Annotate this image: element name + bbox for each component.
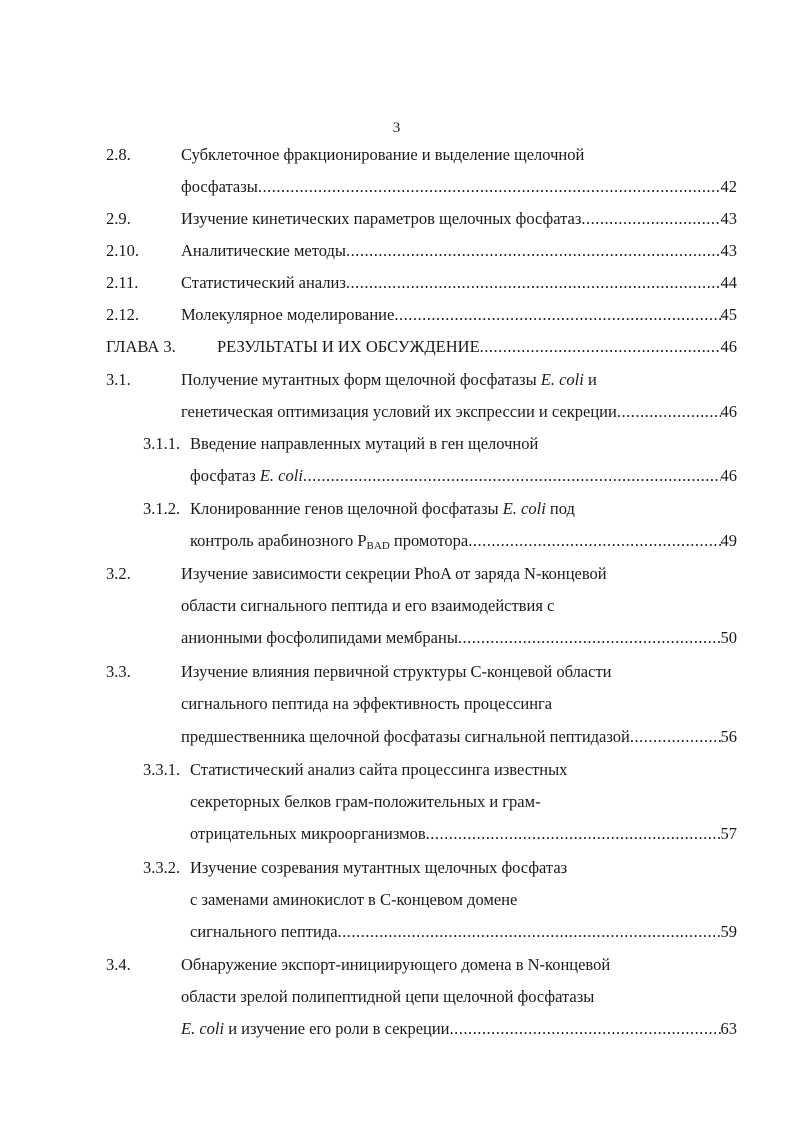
entry-number: 3.1.2. [143,499,181,518]
toc-entry-2-8-cont [0,175,793,199]
entry-number: 3.2. [106,564,131,583]
toc-entry-3-3-2 [0,856,793,880]
entry-number: 2.11. [106,273,139,292]
entry-title: Статистический анализ [181,273,346,292]
leader-dots [617,400,721,424]
entry-page: 46 [720,466,737,485]
toc-entry-3-2 [0,562,793,586]
entry-title: области сигнального пептида и его взаимодействия с [181,596,555,615]
leader-dots [426,822,721,846]
entry-number: 3.3. [106,662,131,681]
entry-title: предшественника щелочной фосфатазы сигнальной пептидазой [181,727,630,746]
entry-number: 3.3.1. [143,760,181,779]
leader-dots [394,303,720,327]
entry-page: 46 [720,402,737,421]
entry-number: 3.3.2. [143,858,181,877]
page-number: 3 [392,120,401,136]
entry-title: отрицательных микроорганизмов [190,824,426,843]
leader-dots [338,920,721,944]
leader-dots [468,529,720,553]
toc-entry-3-4 [0,953,793,977]
entry-title: Получение мутантных форм щелочной фосфатазы E. coli и [181,370,597,389]
toc-entry-3-3-2-cont [0,888,793,912]
toc-chapter-3 [0,335,793,359]
leader-dots [480,335,721,359]
toc-entry-2-10 [0,239,793,263]
entry-page: 63 [720,1019,737,1038]
toc-entry-2-9 [0,207,793,231]
entry-number: 2.10. [106,241,139,260]
toc-entry-3-4-cont2 [0,1017,793,1041]
toc-entry-3-1-1 [0,432,793,456]
toc-entry-3-4-cont [0,985,793,1009]
leader-dots [581,207,720,231]
leader-dots [346,239,721,263]
entry-page: 45 [720,305,737,324]
entry-number: 2.9. [106,209,131,228]
entry-page: 43 [720,209,737,228]
entry-title: Аналитические методы [181,241,346,260]
toc-entry-3-3-cont2 [0,725,793,749]
entry-title: Изучение кинетических параметров щелочных фосфатаз [181,209,582,228]
leader-dots [450,1017,721,1041]
italic-species: E. coli [259,466,303,485]
toc-entry-3-3-2-cont2 [0,920,793,944]
entry-title: Изучение влияния первичной структуры С-концевой области [181,662,612,681]
entry-title: Изучение созревания мутантных щелочных фосфатаз [190,858,568,877]
entry-title: контроль арабинозного $P_{BAD}$ промотора [190,531,469,552]
toc-entry-3-1-cont [0,400,793,424]
toc-entry-3-1-1-cont [0,464,793,488]
entry-page: 44 [720,273,737,292]
entry-title: сигнального пептида на эффективность процессинга [181,694,553,713]
toc-entry-3-3 [0,660,793,684]
entry-title: Обнаружение экспорт-инициирующего домена в N-концевой [181,955,611,974]
entry-number: 2.12. [106,305,139,324]
toc-entry-2-8 [0,143,793,167]
entry-title: фосфатазы [181,177,258,196]
entry-number: 3.1.1. [143,434,181,453]
entry-page: 46 [720,337,737,356]
entry-page: 59 [720,922,737,941]
chapter-title: РЕЗУЛЬТАТЫ И ИХ ОБСУЖДЕНИЕ [217,337,480,356]
toc-entry-3-2-cont2 [0,626,793,650]
entry-title: генетическая оптимизация условий их экспрессии и секреции [181,402,617,421]
italic-species: E. coli [540,370,584,389]
entry-number: 2.8. [106,145,131,164]
leader-dots [458,626,721,650]
leader-dots [346,271,721,295]
entry-page: 42 [720,177,737,196]
toc-entry-3-2-cont [0,594,793,618]
entry-title: анионными фосфолипидами мембраны [181,628,458,647]
entry-title: сигнального пептида [190,922,338,941]
toc-entry-3-1 [0,368,793,392]
entry-title: Молекулярное моделирование [181,305,395,324]
entry-page: 43 [720,241,737,260]
toc-entry-2-12 [0,303,793,327]
entry-title: Введение направленных мутаций в ген щелочной [190,434,539,453]
entry-title: Изучение зависимости секреции PhoA от заряда N-концевой [181,564,607,583]
toc-entry-3-3-1-cont [0,790,793,814]
leader-dots [303,464,721,488]
toc-entry-2-11 [0,271,793,295]
toc-entry-3-3-1 [0,758,793,782]
leader-dots [630,725,721,749]
entry-title: Клонированние генов щелочной фосфатазы E. coli под [190,499,575,518]
italic-species: E. coli [181,1019,225,1038]
entry-title: E. coli и изучение его роли в секреции [181,1019,450,1038]
entry-title: фосфатаз E. coli [190,466,303,485]
toc-entry-3-3-1-cont2 [0,822,793,846]
entry-title: секреторных белков грам-положительных и грам- [190,792,541,811]
toc-entry-3-1-2 [0,497,793,521]
toc-entry-3-1-2-cont [0,529,793,553]
leader-dots [258,175,721,199]
entry-title: с заменами аминокислот в С-концевом домене [190,890,518,909]
entry-page: 56 [720,727,737,746]
entry-title: области зрелой полипептидной цепи щелочной фосфатазы [181,987,595,1006]
italic-species: E. coli [502,499,546,518]
entry-number: 3.4. [106,955,131,974]
entry-title: Субклеточное фракционирование и выделение щелочной [181,145,585,164]
entry-title: Статистический анализ сайта процессинга известных [190,760,568,779]
entry-page: 49 [720,531,737,550]
chapter-number: ГЛАВА 3. [106,337,176,356]
toc-entry-3-3-cont [0,692,793,716]
entry-page: 57 [720,824,737,843]
entry-number: 3.1. [106,370,131,389]
entry-page: 50 [720,628,737,647]
